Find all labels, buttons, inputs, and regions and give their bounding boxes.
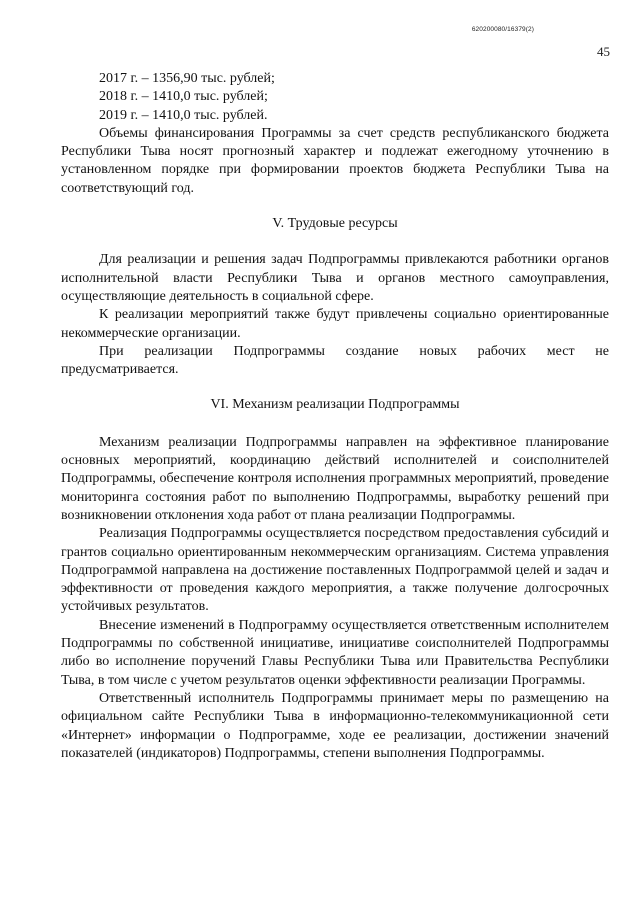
document-id: 620200080/16379(2) [471,26,534,33]
financing-block [61,70,609,198]
page-number: 45 [597,44,610,59]
paragraph: Реализация Подпрограммы осуществляется посредством предоставления субсидий и грантов социально ориентированным некоммерческим организациям. Система управления Подпрограммой направлена на достижение поставленных Подпрограммой целей и задач и эффективности от проведения каждого мероприятия, а также получение долгосрочных устойчивых результатов. [61,526,609,615]
financing-line-2019: 2019 г. – 1410,0 тыс. рублей. [99,107,268,123]
paragraph: Для реализации и решения задач Подпрограммы привлекаются работники органов исполнительной власти Республики Тыва и органов местного самоуправления, осуществляющие деятельность в социальной сфере. [61,252,609,304]
paragraph: Внесение изменений в Подпрограмму осуществляется ответственным исполнителем Подпрограммы по собственной инициативе, инициативе соисполнителей Подпрограммы либо во исполнение поручений Главы Республики Тыва или Правительства Республики Тыва, в том числе с учетом результатов оценки эффективности реализации Программы. [61,617,609,688]
paragraph: Ответственный исполнитель Подпрограммы принимает меры по размещению на официальном сайте Республики Тыва в информационно-телекоммуникационной сети «Интернет» информации о Подпрограмме, ходе ее реализации, достижении значений показателей (индикаторов) Подпрограммы, степени выполнения Подпрограммы. [61,690,609,761]
paragraph: Механизм реализации Подпрограммы направлен на эффективное планирование основных мероприятий, координацию действий исполнителей и соисполнителей Подпрограммы, обеспечение контроля исполнения программных мероприятий, проведение мониторинга состояния работ по выполнению Подпрограммы, выработку решений при возникновении отклонения хода работ от плана реализации Подпрограммы. [61,434,609,523]
paragraph: К реализации мероприятий также будут привлечены социально ориентированные некоммерческие организации. [61,307,609,341]
section-heading-labor-resources: V. Трудовые ресурсы [272,216,398,232]
section-labor-resources [61,251,609,379]
financing-line-2018: 2018 г. – 1410,0 тыс. рублей; [99,89,268,105]
section-heading-implementation-mechanism: VI. Механизм реализации Подпрограммы [210,397,460,413]
document-body [61,70,609,763]
paragraph: При реализации Подпрограммы создание новых рабочих мест не предусматривается. [61,343,609,378]
financing-paragraph: Объемы финансирования Программы за счет средств республиканского бюджета Республики Тыва носят прогнозный характер и подлежат ежегодному уточнению в установленном порядке при формировании проектов бюджета Республики Тыва на соответствующий год. [61,125,609,196]
section-implementation-mechanism [61,434,609,763]
financing-line-2017: 2017 г. – 1356,90 тыс. рублей; [99,71,275,86]
